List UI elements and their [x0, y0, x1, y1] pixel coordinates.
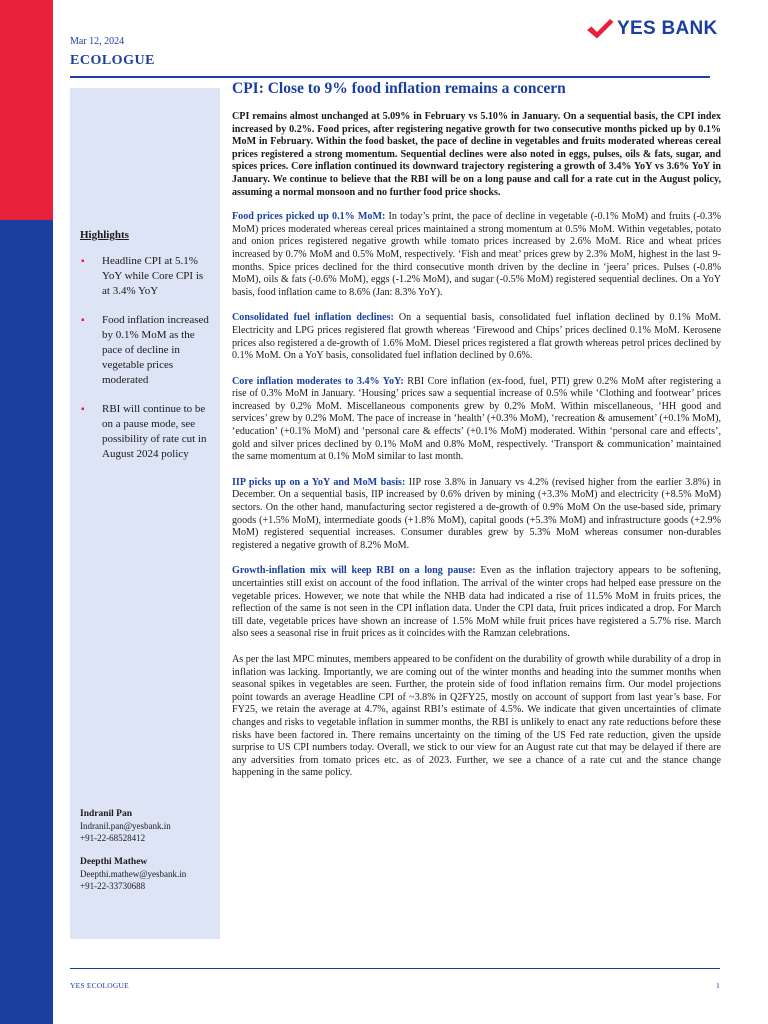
highlight-item — [80, 313, 212, 388]
logo-text: YES BANK — [617, 18, 718, 39]
section-text: In today’s print, the pace of decline in vegetable (-0.1% MoM) and fruits (-0.3% MoM) prices moderated whereas cereal prices maintained a strong momentum at 0.5% MoM. Within vegetables, potato and onion prices registered negative growth while tomato prices increased by 2.6% MoM. Rice and wheat prices increased by 0.7% MoM and 0.5% MoM, respectively. ‘Fish and meat’ prices grew by 2.3% MoM, highest in the last 9-months. Spice prices declined for the third consecutive month driven by the decline in ‘jeera’ prices. Pulses (-0.8% MoM), oils & fats (-0.6% MoM), eggs (-1.2% MoM), and sugar (-0.5% MoM) registered sequential declines. On a YoY basis, food inflation came to 8.6% (Jan: 8.3% YoY). — [232, 211, 721, 298]
bullet-icon: ▪ — [81, 404, 85, 415]
report-date: Mar 12, 2024 — [70, 36, 125, 47]
author-phone: +91-22-68528412 — [80, 833, 146, 843]
section-food-prices — [232, 211, 721, 299]
section-heading: Consolidated fuel inflation declines: — [232, 312, 394, 324]
yes-bank-check-icon — [585, 17, 615, 41]
section-text: IIP rose 3.8% in January vs 4.2% (revised higher from the earlier 3.8%) in December. On a sequential basis, IIP increased by 0.6% driven by mining (+3.3% MoM) and electricity (+8.5% MoM) sectors. On the other hand, manufacturing sector registered a de-growth of 0.9% MoM On the use-based side, primary goods (+1.5% MoM), intermediate goods (+1.8% MoM), capital goods (+5.3% MoM) and infrastructure goods (+2.9% MoM) registered sequential increases. Consumer durables grew by 5.3% MoM whereas consumer non-durables registered a negative growth of 8.2% MoM. — [232, 476, 721, 551]
highlight-item — [80, 254, 212, 299]
highlight-item — [80, 402, 212, 462]
section-text: On a sequential basis, consolidated fuel inflation declined by 0.1% MoM. Electricity and LPG prices registered flat growth whereas ‘Firewood and Chips’ prices declined 0.1% MoM. Kerosene prices also registered a de-growth of 1.6% MoM. Diesel prices registered a flat growth whereas petrol prices declined by 0.1% MoM. On a YoY basis, consolidated fuel inflation declined by 0.6%. — [232, 312, 721, 362]
report-body — [232, 111, 721, 793]
bullet-icon: ▪ — [81, 315, 85, 326]
page-number: 1 — [716, 981, 720, 990]
author-block — [80, 856, 220, 892]
section-heading: Core inflation moderates to 3.4% YoY: — [232, 375, 404, 387]
highlight-text: RBI will continue to be on a pause mode, see possibility of rate cut in August 2024 policy — [102, 403, 207, 460]
bullet-icon: ▪ — [81, 256, 85, 267]
yes-bank-logo — [585, 16, 720, 42]
section-iip — [232, 477, 721, 553]
author-email[interactable]: Indranil.pan@yesbank.in — [80, 821, 171, 831]
section-fuel-inflation — [232, 312, 721, 362]
section-heading: Food prices picked up 0.1% MoM: — [232, 211, 386, 223]
footer-divider — [70, 968, 720, 969]
footer-label: YES ECOLOGUE — [70, 981, 129, 990]
brand-stripe-red — [0, 0, 53, 220]
highlights-heading: Highlights — [80, 229, 129, 241]
author-phone: +91-22-33730688 — [80, 881, 146, 891]
highlight-text: Food inflation increased by 0.1% MoM as the pace of decline in vegetable prices moderated — [102, 314, 209, 386]
section-heading: Growth-inflation mix will keep RBI on a long pause: — [232, 565, 476, 577]
publication-name: ECOLOGUE — [70, 53, 155, 68]
author-name: Indranil Pan — [80, 809, 133, 819]
section-core-inflation — [232, 376, 721, 464]
section-text: RBI Core inflation (ex-food, fuel, PTI) grew 0.2% MoM after registering a rise of 0.3% MoM in January. ‘Housing’ prices saw a sequential increase of 0.5% while ‘Clothing and footwear’ prices increased by 0.2% MoM. Miscellaneous components grew by 0.2% MoM. Within miscellaneous, ‘HH good and services’ grew by 0.2% MoM. The pace of increase in ‘health’ (+0.3% MoM), ‘recreation & amusement’ (+0.1% MoM), ‘education’ (+0.1% MoM) and ‘personal care & effects’ (+0.1% MoM) moderated. Within ‘personal care and effects’, gold and silver prices declined by 0.1% MoM and 0.8% MoM, respectively. ‘Transport & communication’ maintained the same momentum at 0.1% MoM similar to last month. — [232, 375, 721, 463]
closing-paragraph: As per the last MPC minutes, members appeared to be confident on the durability of growth while durability of a drop in inflation was lacking. Importantly, we are coming out of the winter months and heading into the summer months when seasonal spikes in vegetables are seen. Further, the protein side of food inflation remains firm. Our model projections point towards an average Headline CPI of ~3.8% in Q2FY25, mostly on account of support from last year’s base. For FY25, we retain the average at 4.7%, against RBI’s estimate of 4.5%. We indicate that given uncertainties of climate changes and risks to vegetable inflation in summer months, the RBI is unlikely to enact any rate reductions before these risks have been factored in. There remains uncertainty on the timing of the US Fed rate reduction, given the upside surprise to US CPI numbers today. Overall, we stick to our view for an August rate cut that may be delayed if there are any adversities from tomato prices etc. as of 2023. Further, we see a chance of a rate cut and the stance change happening in the same policy. — [232, 653, 721, 779]
author-name: Deepthi Mathew — [80, 857, 148, 867]
highlights-list — [80, 254, 212, 476]
header-divider — [70, 76, 710, 78]
brand-stripe-blue — [0, 220, 53, 1024]
summary-paragraph: CPI remains almost unchanged at 5.09% in February vs 5.10% in January. On a sequential basis, the CPI index increased by 0.2%. Food prices, after registering negative growth for two consecutive months picked up by 0.1% MoM in February. Within the food basket, the pace of decline in vegetables and fruits moderated whereas cereal prices registered a strong momentum. Sequential declines were also noted in eggs, pulses, oils & fats, sugar, and spices prices. Core inflation continued its downward trajectory registering a growth of 3.4% YoY vs 3.6% YoY in January. We continue to believe that the RBI will be on a long pause and call for a rate cut in the August policy, assuming a normal monsoon and no further food price shocks. — [232, 111, 721, 198]
section-text: Even as the inflation trajectory appears to be softening, uncertainties still exist on account of the food inflation. The arrival of the winter crops had helped ease pressure on the vegetable prices. However, we note that while the NHB data had indicated a rise of 11.5% MoM in fruits prices, the reflection of the same is not seen in the CPI inflation data. Under the CPI data, fruit prices indicated a drop. For March till date, vegetable prices have shown an increase of 1.5% MoM while fruit prices have registered a 5.7% rise. March also sees a seasonal rise in fruit prices as it coincides with the Ramzan celebrations. — [232, 565, 721, 640]
section-heading: IIP picks up on a YoY and MoM basis: — [232, 476, 406, 488]
section-growth-inflation — [232, 565, 721, 641]
author-block — [80, 808, 220, 844]
report-title: CPI: Close to 9% food inflation remains a concern — [232, 80, 566, 97]
author-email[interactable]: Deepthi.mathew@yesbank.in — [80, 869, 187, 879]
highlight-text: Headline CPI at 5.1% YoY while Core CPI is at 3.4% YoY — [102, 255, 204, 297]
